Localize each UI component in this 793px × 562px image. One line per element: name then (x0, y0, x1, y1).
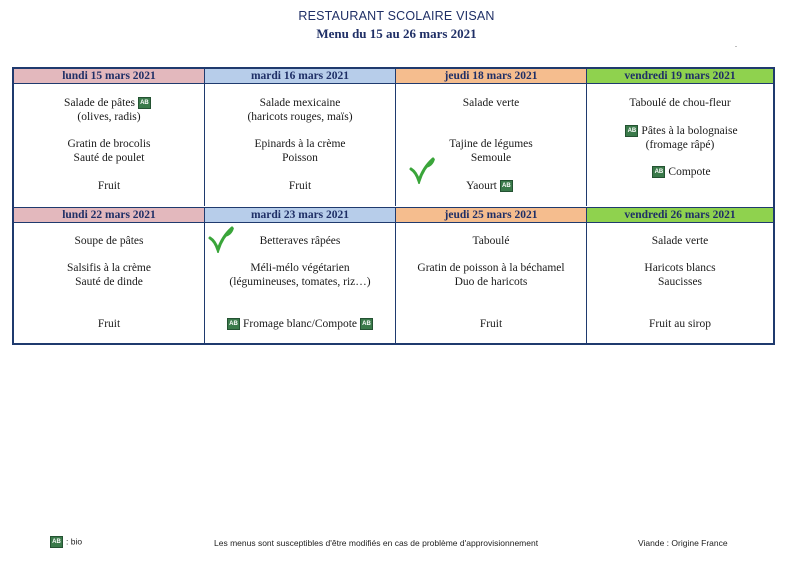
menu-line: AB Fromage blanc/Compote AB (205, 317, 395, 331)
decorative-dot: . (735, 40, 737, 49)
ab-bio-icon: AB (227, 318, 240, 330)
bio-legend: AB : bio (50, 536, 82, 548)
vegetarian-leaf-icon (408, 156, 436, 184)
meat-origin: Viande : Origine France (638, 538, 728, 548)
menu-line: Taboulé de chou-fleur (629, 97, 731, 109)
menu-line: Fruit (97, 180, 121, 192)
day-header: vendredi 26 mars 2021 (587, 207, 773, 223)
menu-line: Fruit (97, 318, 121, 330)
day-header: vendredi 19 mars 2021 (587, 69, 773, 84)
menu-line: Poisson (282, 152, 318, 164)
menu-line: Salade verte (462, 97, 520, 109)
day-header: jeudi 18 mars 2021 (396, 69, 586, 84)
day-column (586, 207, 773, 343)
disclaimer-note: Les menus sont susceptibles d'être modifiés en cas de problème d'approvisionnement (214, 538, 539, 548)
menu-line: Yaourt AB (396, 179, 586, 193)
menu-line: Méli-mélo végétarien (250, 262, 350, 274)
ab-bio-icon: AB (625, 125, 638, 137)
day-header: jeudi 25 mars 2021 (396, 207, 586, 223)
menu-line: Salade de pâtes AB (14, 96, 204, 110)
menu-line: Tajine de légumes (449, 138, 533, 150)
menu-line: Sauté de dinde (75, 276, 143, 288)
restaurant-title: RESTAURANT SCOLAIRE VISAN (298, 9, 495, 23)
menu-line: Fruit (479, 318, 503, 330)
day-column (204, 69, 395, 206)
menu-line: Sauté de poulet (73, 152, 145, 164)
ab-bio-icon: AB (138, 97, 151, 109)
menu-line: AB Compote (587, 165, 773, 179)
day-header: lundi 22 mars 2021 (14, 207, 204, 223)
week-2 (14, 207, 773, 343)
ab-bio-icon: AB (652, 166, 665, 178)
menu-line: AB Pâtes à la bolognaise (587, 124, 773, 138)
menu-line: Salsifis à la crème (67, 262, 151, 274)
day-header: lundi 15 mars 2021 (14, 69, 204, 84)
menu-line: (fromage râpé) (645, 139, 715, 151)
menu-grid (12, 67, 775, 345)
menu-line: (haricots rouges, maïs) (247, 111, 353, 123)
menu-line: Salade verte (651, 235, 709, 247)
day-column (14, 69, 204, 206)
menu-line: Fruit (288, 180, 312, 192)
day-column (14, 207, 204, 343)
day-column (204, 207, 395, 343)
menu-line: Epinards à la crème (254, 138, 346, 150)
menu-line: Fruit au sirop (649, 318, 711, 330)
menu-line: Salade mexicaine (259, 97, 341, 109)
day-header: mardi 23 mars 2021 (205, 207, 395, 223)
week-1 (14, 69, 773, 206)
menu-line: Haricots blancs (644, 262, 716, 274)
menu-line: (olives, radis) (77, 111, 141, 123)
day-column (395, 69, 586, 206)
menu-line: Semoule (470, 152, 512, 164)
ab-bio-icon: AB (360, 318, 373, 330)
menu-line: Gratin de brocolis (67, 138, 151, 150)
ab-bio-icon: AB (500, 180, 513, 192)
menu-line: (légumineuses, tomates, riz…) (229, 276, 371, 288)
menu-period: Menu du 15 au 26 mars 2021 (316, 26, 477, 41)
menu-line: Soupe de pâtes (74, 235, 144, 247)
day-column (395, 207, 586, 343)
day-header: mardi 16 mars 2021 (205, 69, 395, 84)
menu-line: Taboulé (472, 235, 510, 247)
menu-line: Betteraves râpées (259, 235, 341, 247)
menu-line: Gratin de poisson à la béchamel (417, 262, 565, 274)
day-column (586, 69, 773, 206)
ab-bio-icon: AB (50, 536, 63, 548)
menu-line: Duo de haricots (454, 276, 528, 288)
menu-line: Saucisses (657, 276, 703, 288)
